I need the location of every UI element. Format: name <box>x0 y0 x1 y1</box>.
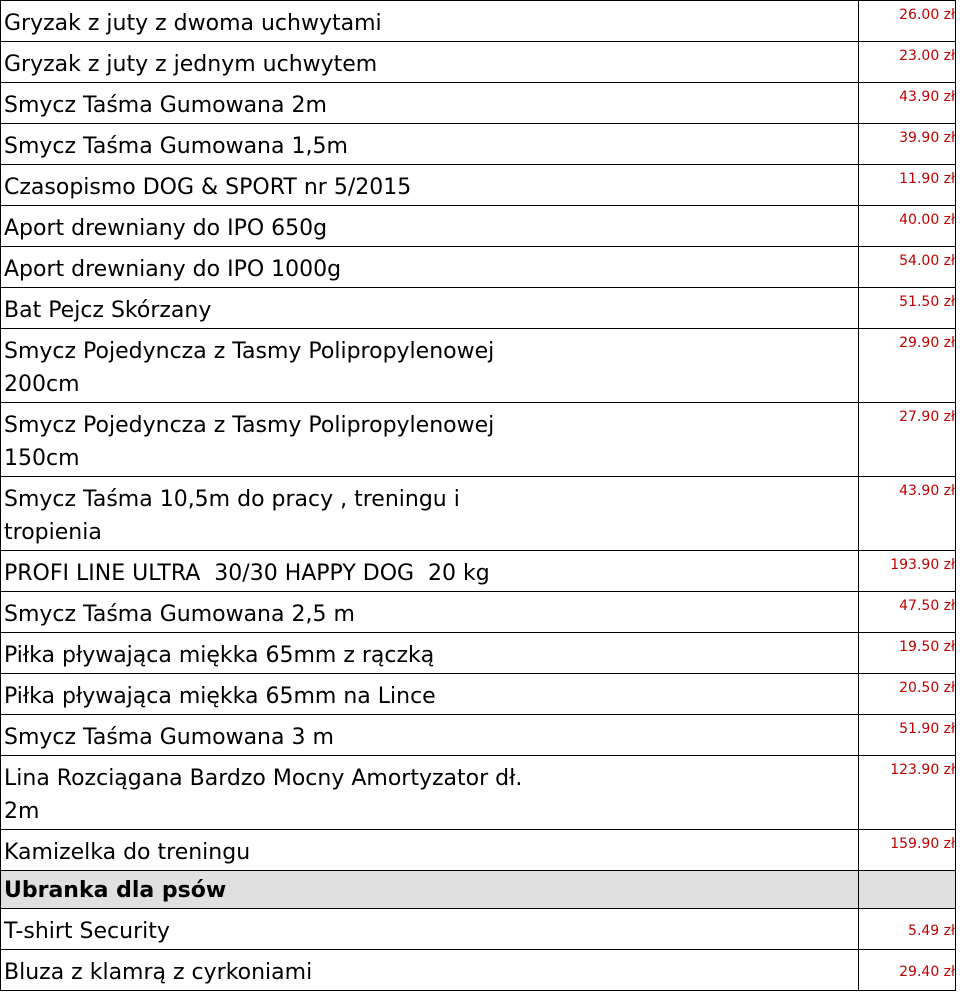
table-row <box>1 830 956 871</box>
table-row <box>1 206 956 247</box>
product-name: Smycz Taśma Gumowana 1,5m <box>1 124 859 165</box>
product-name: Piłka pływająca miękka 65mm z rączką <box>1 633 859 674</box>
product-name <box>1 477 859 551</box>
product-name-text: Smycz Taśma 10,5m do pracy , treningu i tropienia <box>4 487 460 545</box>
table-row <box>1 165 956 206</box>
table-row <box>1 42 956 83</box>
table-row <box>1 477 956 551</box>
table-row <box>1 756 956 830</box>
product-name: Piłka pływająca miękka 65mm na Lince <box>1 674 859 715</box>
table-row <box>1 247 956 288</box>
table-row <box>1 403 956 477</box>
category-row <box>1 871 956 909</box>
product-name: Bat Pejcz Skórzany <box>1 288 859 329</box>
product-name <box>1 329 859 403</box>
product-name-text: Lina Rozciągana Bardzo Mocny Amortyzator dł. 2m <box>4 766 523 824</box>
product-name: Gryzak z juty z dwoma uchwytami <box>1 1 859 42</box>
category-title: Ubranka dla psów <box>1 871 859 909</box>
product-price: 26.00 zł <box>859 1 956 42</box>
table-row <box>1 329 956 403</box>
product-price: 43.90 zł <box>859 83 956 124</box>
product-price: 29.90 zł <box>859 329 956 403</box>
product-name: Aport drewniany do IPO 650g <box>1 206 859 247</box>
product-name: PROFI LINE ULTRA 30/30 HAPPY DOG 20 kg <box>1 551 859 592</box>
table-row <box>1 950 956 991</box>
product-price: 29.40 zł <box>859 950 956 991</box>
table-row <box>1 1 956 42</box>
table-row <box>1 633 956 674</box>
table-row <box>1 124 956 165</box>
product-price: 39.90 zł <box>859 124 956 165</box>
product-name: T-shirt Security <box>1 909 859 950</box>
product-name: Smycz Taśma Gumowana 2,5 m <box>1 592 859 633</box>
product-name: Bluza z klamrą z cyrkoniami <box>1 950 859 991</box>
product-name: Kamizelka do treningu <box>1 830 859 871</box>
product-price: 123.90 zł <box>859 756 956 830</box>
product-price: 54.00 zł <box>859 247 956 288</box>
table-row <box>1 674 956 715</box>
table-row <box>1 715 956 756</box>
product-name: Czasopismo DOG & SPORT nr 5/2015 <box>1 165 859 206</box>
product-price: 47.50 zł <box>859 592 956 633</box>
product-name: Aport drewniany do IPO 1000g <box>1 247 859 288</box>
product-name: Smycz Taśma Gumowana 2m <box>1 83 859 124</box>
table-row <box>1 288 956 329</box>
product-name: Smycz Taśma Gumowana 3 m <box>1 715 859 756</box>
product-name <box>1 403 859 477</box>
product-price: 193.90 zł <box>859 551 956 592</box>
product-price: 27.90 zł <box>859 403 956 477</box>
product-price: 51.90 zł <box>859 715 956 756</box>
product-price: 23.00 zł <box>859 42 956 83</box>
table-row <box>1 592 956 633</box>
product-name-text: Smycz Pojedyncza z Tasmy Polipropylenowej 150cm <box>4 413 495 471</box>
product-price: 5.49 zł <box>859 909 956 950</box>
product-price: 51.50 zł <box>859 288 956 329</box>
product-price: 11.90 zł <box>859 165 956 206</box>
product-name <box>1 756 859 830</box>
product-price: 43.90 zł <box>859 477 956 551</box>
table-row <box>1 83 956 124</box>
product-name: Gryzak z juty z jednym uchwytem <box>1 42 859 83</box>
product-price: 19.50 zł <box>859 633 956 674</box>
table-row <box>1 909 956 950</box>
product-price: 159.90 zł <box>859 830 956 871</box>
table-row <box>1 551 956 592</box>
product-price: 40.00 zł <box>859 206 956 247</box>
product-name-text: Smycz Pojedyncza z Tasmy Polipropylenowej 200cm <box>4 339 495 397</box>
category-price-cell <box>859 871 956 909</box>
product-price: 20.50 zł <box>859 674 956 715</box>
